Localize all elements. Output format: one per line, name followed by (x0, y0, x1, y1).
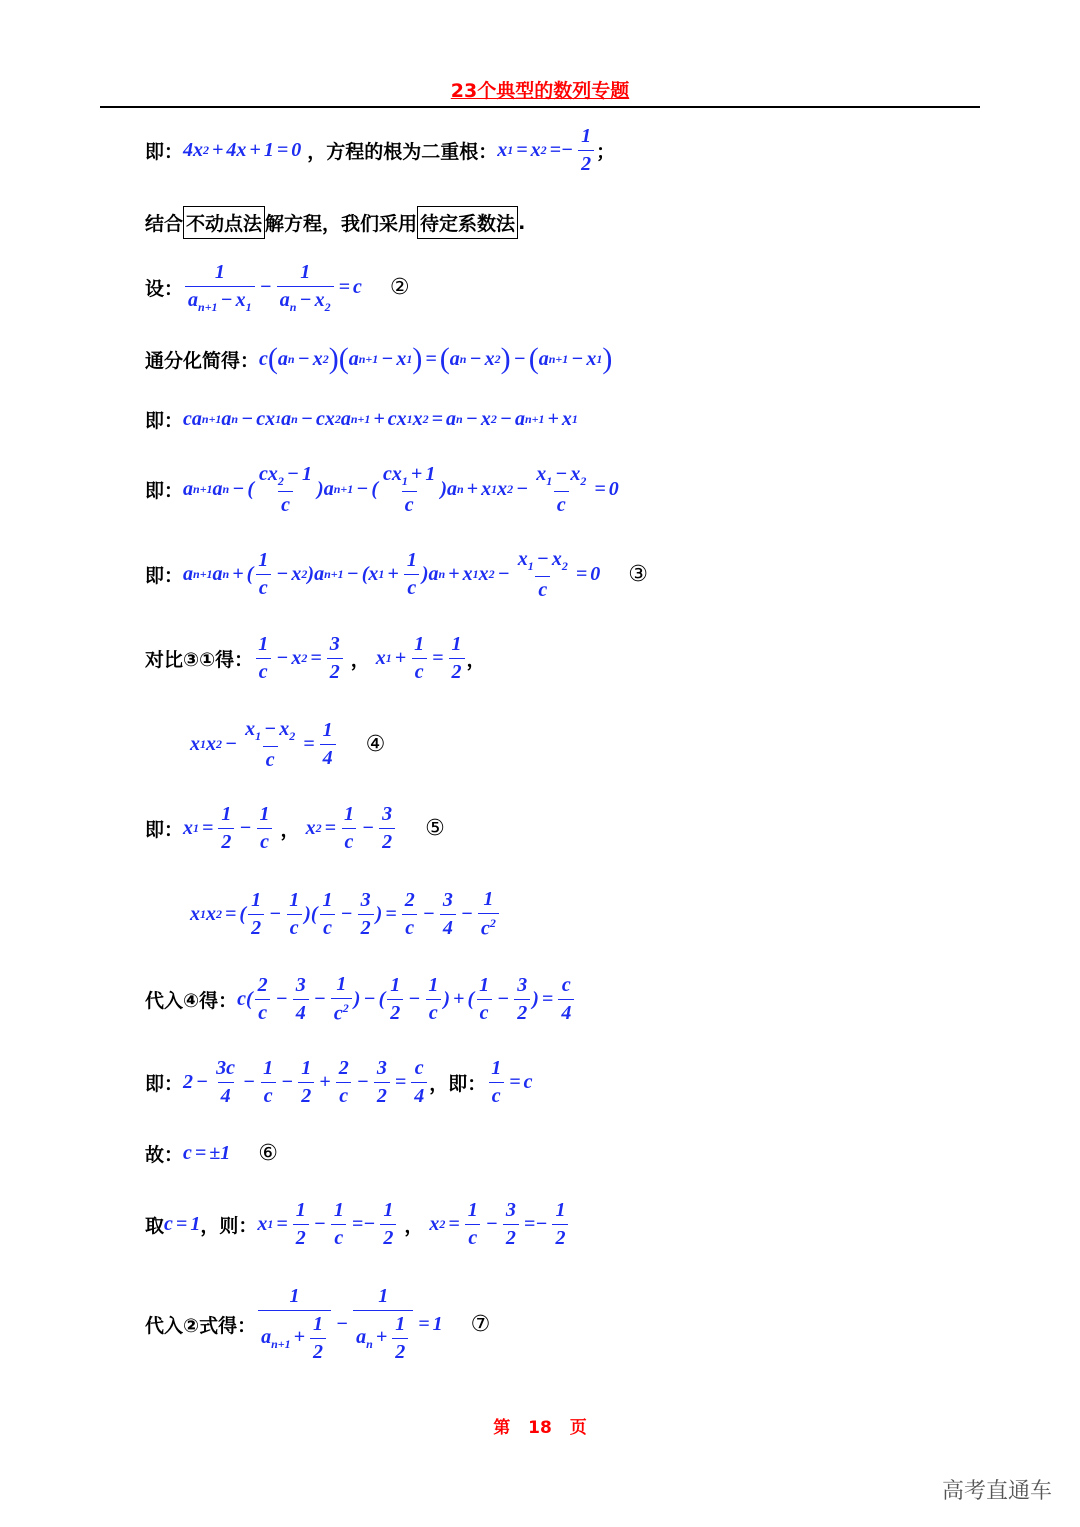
equation-row-6 (145, 1140, 278, 1167)
boxed-undetermined-coefficients: 待定系数法 (417, 206, 518, 239)
equation-row-set (145, 262, 410, 314)
text-combine-a: 结合 (145, 213, 184, 235)
boxed-fixed-point-method: 不动点法 (183, 206, 265, 239)
page-number: 18 (528, 1418, 552, 1438)
equation-row-1 (145, 126, 615, 175)
label-semicolon: ； (596, 141, 616, 163)
math-set-equation: 1 $a_{n+1} - x_1$ − $\frac{1}{a_n - x_2}$ = c (183, 262, 362, 314)
page-footer (0, 1413, 1080, 1438)
equation-row-7 (145, 1286, 490, 1363)
math-take-c: c = 1 (164, 1213, 201, 1235)
label-ji: 即： (145, 1073, 184, 1095)
math-double-root: x 1 = x 2 =− $\frac{1}{2}$ (497, 126, 596, 175)
marker-7: ⑦ (470, 1312, 491, 1337)
label-ji: 即： (145, 480, 184, 503)
label-comma: ， (280, 819, 300, 841)
math-x2-result: x 2 = $\frac{1}{c}$ − $\frac{3}{2}$ =− $\frac{1}{2}$ (429, 1200, 570, 1249)
equation-row-5 (145, 804, 445, 853)
footer-suffix: 页 (569, 1418, 587, 1438)
text-combine-c: . (518, 211, 526, 234)
marker-5: ⑤ (425, 816, 445, 841)
text-combine-b: 解方程，我们采用 (265, 213, 418, 235)
text-row-method (145, 206, 525, 239)
math-x1-result: x 1 = $\frac{1}{2}$ − $\frac{1}{c}$ =− $\frac{1}{2}$ (257, 1200, 398, 1249)
math-x2-value: x 2 = $\frac{1}{c}$ − $\frac{3}{2}$ (306, 804, 398, 853)
label-gu: 故： (145, 1144, 184, 1166)
marker-4: ④ (365, 732, 386, 758)
marker-2: ② (389, 275, 410, 301)
equation-row-collect (145, 464, 619, 516)
label-duibi: 对比③①得： (145, 649, 254, 671)
equation-row-substitute-4 (145, 974, 576, 1025)
label-qu-a: 取 (145, 1215, 165, 1237)
label-dairu4: 代入④得： (145, 989, 238, 1012)
math-substitute-4: c( 2 c − $\frac{3}{4}$ − $\frac{1}{c^2}$ ) − ( $\frac{1}{2}$ − $\frac{1}{c}$ ) + ( $\frac{1}{c}$ − $\frac{3}{2}$ ) = $\frac{c}{4}$ (237, 974, 576, 1025)
marker-6: ⑥ (258, 1141, 279, 1166)
label-root-text: ，方程的根为二重根： (307, 141, 498, 163)
marker-3: ③ (628, 562, 648, 588)
equation-row-take (145, 1200, 570, 1249)
math-equation-4: x 1 x 2 − $\frac{x_1 - x_2}{c}$ = $\frac{1}{4}$ (190, 719, 338, 771)
label-comma: ， (404, 1215, 424, 1237)
label-ji: 即： (145, 819, 184, 841)
math-collected: a n+1 a n − ( $\frac{cx_2 - 1}{c}$ )a n+1 − ( $\frac{cx_1 + 1}{c}$ )a n + x 1 x 2 − $\frac{x_1 - x_2}{c}$ = 0 (183, 463, 619, 516)
math-equation-3: a n+1 a n + ( $\frac{1}{c}$ − x 2 )a n+1 − (x 1 + $\frac{1}{c}$ )a n + x 1 x 2 − $\frac{x_1 - x_2}{c}$ = 0 (183, 548, 601, 601)
label-comma: ， (466, 649, 486, 671)
label-ji: 即： (145, 141, 184, 163)
math-product: x 1 x 2 = ( $\frac{1}{2}$ − $\frac{1}{c}$ )( 1 c − $\frac{3}{2}$ ) = $\frac{2}{c}$ − $\frac{3}{4}$ − $\frac{1}{c^2}$ (190, 889, 501, 940)
equation-row-compare (145, 634, 486, 683)
equation-row-solve (145, 1058, 533, 1107)
watermark: 高考直通车 (941, 1479, 1052, 1504)
math-compare-2: x 1 + $\frac{1}{c}$ = $\frac{1}{2}$ (376, 634, 467, 683)
label-ji: 即： (145, 565, 184, 588)
math-x1-value: x 1 = $\frac{1}{2}$ − $\frac{1}{c}$ (183, 804, 275, 853)
equation-row-3 (145, 549, 648, 601)
math-equation-7: 1 $a_{n+1}$ + $\frac{1}{2}$ − 1 $a_n$ + $\frac{1}{2}$ = 1 (256, 1286, 443, 1363)
math-solve: 2 − $\frac{3c}{4}$ − $\frac{1}{c}$ − $\frac{1}{2}$ + $\frac{2}{c}$ − $\frac{3}{2}$ = $\frac{c}{4}$ (183, 1058, 429, 1107)
footer-prefix: 第 (493, 1418, 511, 1438)
label-comma: ， (350, 649, 370, 671)
math-quadratic: 4x 2 + 4x + 1 = 0 (183, 139, 302, 161)
label-she: 设： (145, 278, 184, 301)
header-divider (100, 106, 980, 108)
equation-row-4 (190, 719, 385, 771)
label-tongfen: 通分化简得： (145, 349, 260, 372)
equation-row-product (190, 889, 501, 940)
equation-row-expand (145, 406, 578, 433)
math-compare-1: 1 c − x 2 = $\frac{3}{2}$ (253, 634, 345, 683)
label-qu-b: ，则： (200, 1215, 258, 1237)
equation-row-simplify (145, 344, 612, 374)
label-dairu2: 代入②式得： (145, 1315, 257, 1337)
label-ji2: ，即： (429, 1073, 487, 1095)
math-c-value: c = ±1 (183, 1142, 231, 1164)
math-simplified: c ( a n − x 2 )( a n+1 − x 1 ) = ( a n − x 2 ) − ( a n+1 − x 1 ) (259, 342, 613, 375)
math-expanded: ca n+1 a n − cx 1 a n − cx 2 a n+1 + cx 1 x 2 = a n − x 2 − a n+1 + x 1 (183, 408, 578, 430)
math-reciprocal: $\frac{1}{c}$ = c (486, 1058, 532, 1107)
document-title: 23个典型的数列专题 (450, 80, 630, 102)
label-ji: 即： (145, 410, 184, 432)
